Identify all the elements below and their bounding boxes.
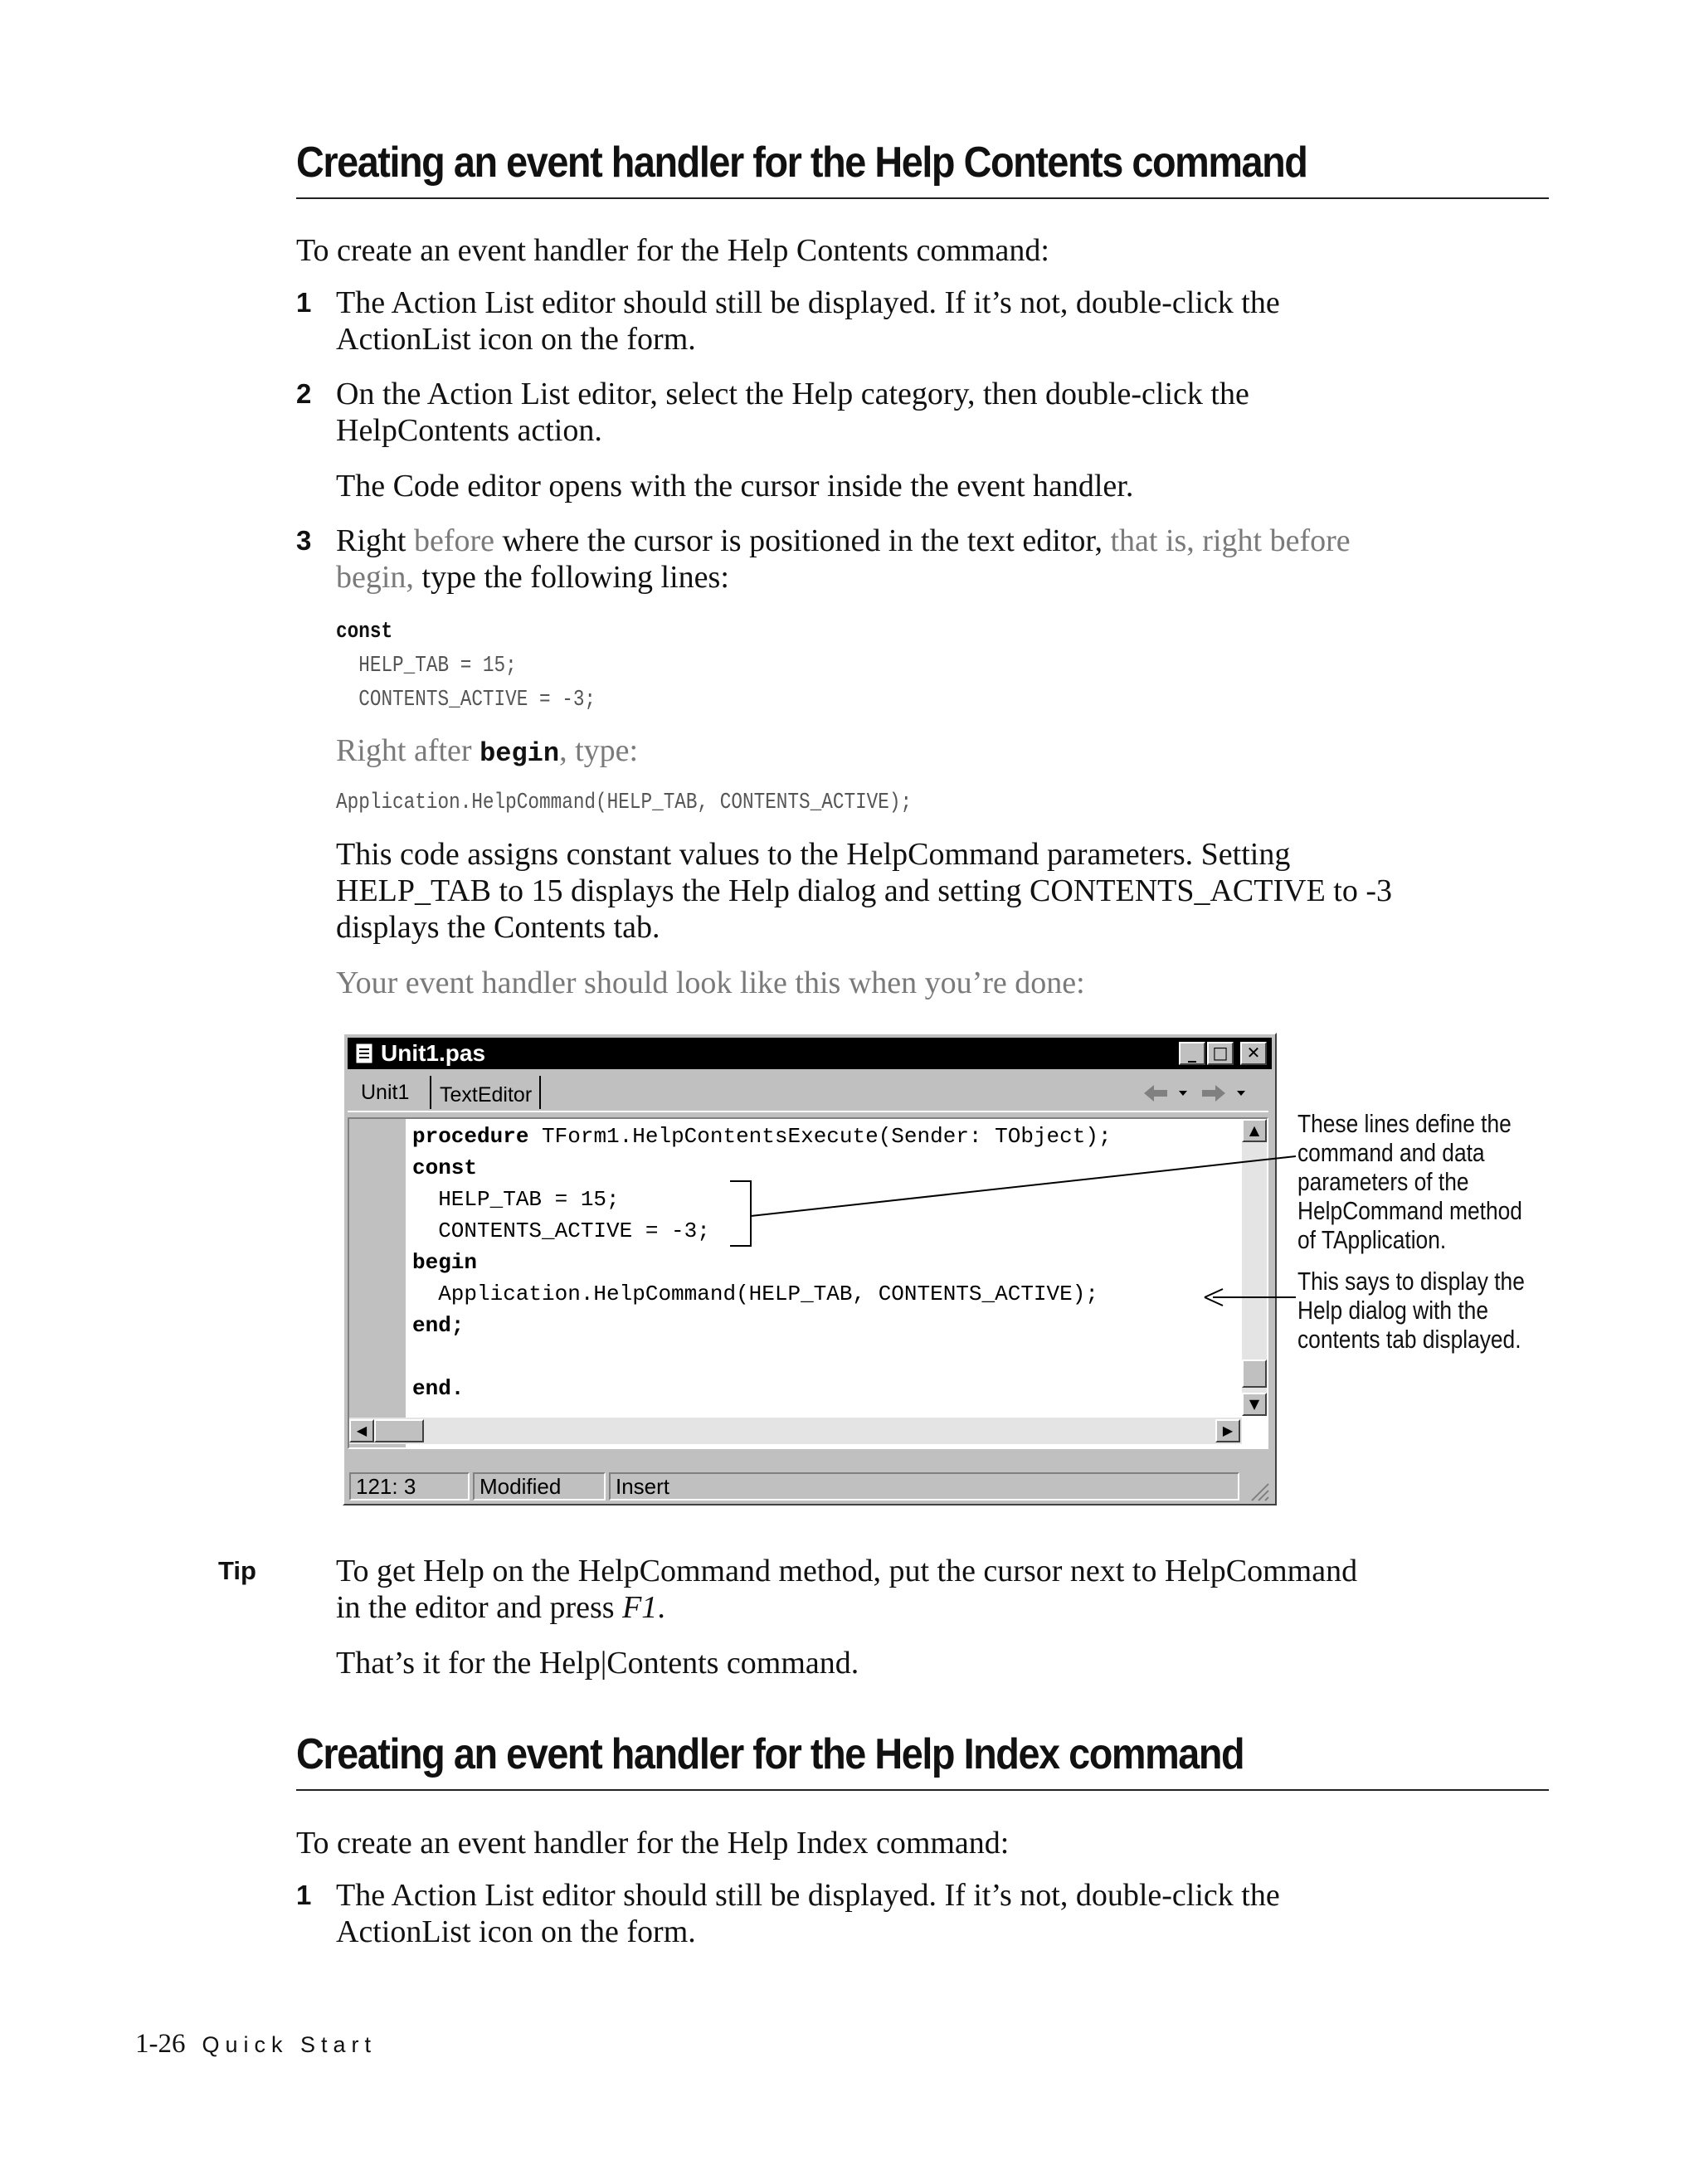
status-modified: Modified [473, 1472, 606, 1501]
inline-code: begin [480, 738, 560, 769]
minimize-button[interactable]: _ [1179, 1042, 1205, 1065]
intro-text: To create an event handler for the Help Index command: [296, 1826, 1010, 1861]
step-number: 1 [296, 287, 312, 318]
book-title: Quick Start [202, 2032, 377, 2057]
callout-leader-line [751, 1156, 1296, 1216]
tip-text: To get Help on the HelpCommand method, put the cursor next to HelpCommand [336, 1554, 1358, 1588]
step-number: 3 [296, 525, 312, 556]
keyword: procedure [412, 1124, 529, 1149]
step-text: The Action List editor should still be displayed. If it’s not, double-click the [336, 285, 1280, 320]
text-run: that is, right before [1110, 523, 1351, 558]
code-line: Application.HelpCommand(HELP_TAB, CONTENTS_ACTIVE); [336, 790, 913, 815]
text-run: Right after [336, 733, 480, 768]
step-text: ActionList icon on the form. [336, 322, 696, 357]
editor-code-line: HELP_TAB = 15; [412, 1187, 620, 1212]
keyword: const [412, 1155, 478, 1180]
step-text: On the Action List editor, select the Help category, then double-click the [336, 377, 1249, 411]
text-run: begin, [336, 560, 414, 595]
section-heading-help-index: Creating an event handler for the Help Index command [296, 1730, 1244, 1778]
maximize-button[interactable]: □ [1207, 1042, 1234, 1065]
text-run: before [413, 523, 495, 558]
scroll-up-button[interactable]: ▲ [1242, 1119, 1267, 1142]
callout-helpcommand [1297, 1267, 1559, 1354]
callout-constants [1297, 1109, 1559, 1254]
intro-text: To create an event handler for the Help Contents command: [296, 233, 1049, 268]
key-name: F1 [622, 1590, 658, 1625]
window-title: Unit1.pas [381, 1040, 486, 1066]
callout-line: These lines define the [1297, 1109, 1512, 1138]
section-heading-help-contents: Creating an event handler for the Help Contents command [296, 139, 1307, 187]
step-number: 1 [296, 1880, 312, 1910]
thats-it-text: That’s it for the Help|Contents command. [336, 1646, 859, 1681]
step-text: HelpContents action. [336, 413, 602, 448]
step-text: The Action List editor should still be displayed. If it’s not, double-click the [336, 1878, 1280, 1913]
keyword: end. [412, 1376, 465, 1401]
callout-line: of TApplication. [1297, 1225, 1447, 1254]
callout-line: command and data [1297, 1138, 1485, 1167]
tab-unit1[interactable]: Unit1 [361, 1081, 410, 1104]
code-line: HELP_TAB = 15; [336, 654, 517, 679]
tip-label: Tip [218, 1556, 256, 1585]
step-note: The Code editor opens with the cursor inside the event handler. [336, 469, 1134, 503]
text-run: where the cursor is positioned in the text editor, [494, 523, 1111, 558]
look-like-text: Your event handler should look like this when you’re done: [336, 966, 1085, 1000]
bracket-line [730, 1181, 751, 1246]
status-cursor-position: 121: 3 [349, 1472, 470, 1501]
keyword: begin [412, 1250, 478, 1275]
scroll-right-button[interactable]: ▶ [1215, 1419, 1240, 1442]
code-line: CONTENTS_ACTIVE = -3; [336, 688, 596, 713]
heading-rule [296, 1789, 1549, 1791]
callout-line: parameters of the [1297, 1167, 1469, 1196]
scroll-left-button[interactable]: ◀ [349, 1419, 374, 1442]
editor-code-line: CONTENTS_ACTIVE = -3; [412, 1218, 710, 1243]
keyword: end; [412, 1313, 465, 1338]
tip-text [336, 1589, 1555, 1626]
tab-texteditor[interactable]: TextEditor [440, 1083, 533, 1107]
explain-text: displays the Contents tab. [336, 910, 660, 945]
text-run: in the editor and press [336, 1590, 623, 1625]
callout-line: This says to display the [1297, 1267, 1525, 1296]
callout-line: contents tab displayed. [1297, 1325, 1521, 1354]
text-run: , type: [559, 733, 639, 768]
text-run: Right [336, 523, 414, 558]
text-run: . [657, 1590, 665, 1625]
step-number: 2 [296, 378, 312, 409]
callout-line: HelpCommand method [1297, 1196, 1522, 1225]
page-footer [135, 2029, 377, 2060]
scroll-down-button[interactable]: ▼ [1242, 1393, 1267, 1416]
status-insert-mode: Insert [609, 1472, 1239, 1501]
explain-text: HELP_TAB to 15 displays the Help dialog and setting CONTENTS_ACTIVE to -3 [336, 873, 1392, 908]
code-line: const [336, 620, 393, 644]
close-button[interactable]: ✕ [1240, 1042, 1267, 1065]
page-number: 1-26 [135, 2029, 186, 2059]
code-text: TForm1.HelpContentsExecute(Sender: TObject); [528, 1124, 1112, 1149]
explain-text: This code assigns constant values to the HelpCommand parameters. Setting [336, 837, 1291, 872]
text-run: type the following lines: [413, 560, 729, 595]
step-text: ActionList icon on the form. [336, 1914, 696, 1949]
editor-code-line: Application.HelpCommand(HELP_TAB, CONTENTS_ACTIVE); [412, 1282, 1098, 1306]
callout-line: Help dialog with the [1297, 1296, 1488, 1325]
